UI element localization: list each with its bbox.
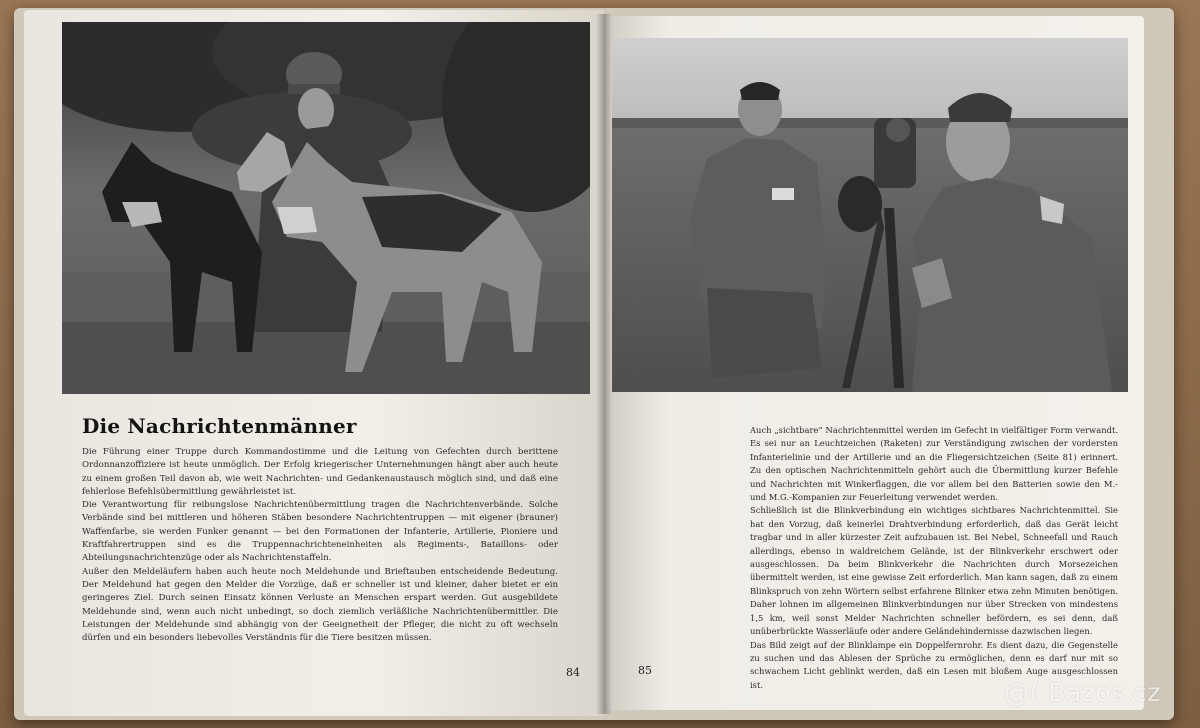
paragraph: Auch „sichtbare“ Nachrichtenmittel werden im Gefecht in vielfältiger Form verwandt. Es sei nur an Leuchtzeichen (Raketen) zur Verständigung zwischen der vordersten Infanterielinie und der Artillerie und an die Fliegersichtzeichen (Seite 81) erinnert. Zu den optischen Nachrichtenmitteln gehört auch die Übermittlung kurzer Befehle und Nachrichten mit Winkerflaggen, die vor allem bei den Batterien sowie den M.- und M.G.-Kompanien zur Feuerleitung verwendet werden.: [750, 425, 1118, 503]
paragraph: Schließlich ist die Blinkverbindung ein wichtiges sichtbares Nachrichtenmittel. Sie hat den Vorzug, daß keinerlei Drahtverbindung erforderlich, daß das Gerät leicht tragbar und in aller kürzester Zeit aufzubauen ist. Bei Nebel, Schneefall und Rauch allerdings, ebenso in waldreichem Gelände, ist der Blinkverkehr erschwert oder ausgeschlossen. Da beim Blinkverkehr die Nachrichten durch Morsezeichen übermittelt werden, ist eine gewisse Zeit erforderlich. Man kann sagen, daß zu einem Blinkspruch von zehn Wörtern selbst erfahrene Blinker etwa zehn Minuten benötigen. Daher lohnen im allgemeinen Blinkverbindungen nur über Strecken von mindestens 1,5 km, weil sonst Melder Nachrichten schneller befördern, es sei denn, daß unüberbrückte Wasserläufe oder andere Geländehindernisse dazwischen liegen.: [750, 505, 1118, 637]
page-heading: Die Nachrichtenmänner: [82, 414, 357, 438]
paragraph: Die Führung einer Truppe durch Kommandostimme und die Leitung von Gefechten durch berittene Ordonnanzoffiziere ist heute unmöglich. Der Erfolg kriegerischer Unternehmungen hängt aber auch heute zu einem großen Teil davon ab, wie weit Nachrichten- und Gedankenaustausch möglich sind, und daß eine fehlerlose Befehlsübermittlung gewährleistet ist.: [82, 447, 558, 497]
photo-soldier-with-dogs: [62, 22, 590, 394]
photo-soldiers-with-signal-lamp: [612, 38, 1128, 392]
paragraph: Das Bild zeigt auf der Blinklampe ein Doppelfernrohr. Es dient dazu, die Gegenstelle zu suchen und das Ablesen der Sprüche zu ermöglichen, denn es darf nur mit so schwachem Licht geblinkt werden, daß ein Lesen mit bloßem Auge ausgeschlossen ist.: [750, 639, 1118, 690]
watermark: @( Bazos.cz: [1004, 678, 1161, 707]
paragraph: Die Verantwortung für reibungslose Nachrichtenübermittlung tragen die Nachrichtenverbände. Solche Verbände sind bei mittleren und höheren Stäben besondere Nachrichtentruppen — mit eigener (brauner) Waffenfarbe, sie werden Funker genannt — bei den Formationen der Infanterie, Artillerie, Pioniere und Kraftfahrertruppen sind es die Truppennachrichteneinheiten als Regiments-, Bataillons- oder Abteilungsnachrichtenzüge oder als Nachrichtenstaffeln.: [82, 500, 558, 564]
right-page-body: [750, 424, 1118, 692]
book-gutter: [596, 14, 612, 714]
left-page-body: [82, 446, 558, 645]
page-number-left: 84: [566, 666, 580, 679]
page-number-right: 85: [638, 664, 652, 677]
paragraph: Außer den Meldeläufern haben auch heute noch Meldehunde und Brieftauben entscheidende Bedeutung. Der Meldehund hat gegen den Melder die Vorzüge, daß er schneller ist und kleiner, daher bietet er ein geringeres Ziel. Durch seinen Einsatz können Verluste an Menschen erspart werden. Gut ausgebildete Meldehunde sind, wenn auch nicht unbedingt, so doch ziemlich verläßliche Nachrichtenübermittler. Die Leistungen der Meldehunde sind abhängig von der Geeignetheit der Pfleger, die nicht zu oft wechseln dürfen und ein besonders liebevolles Verständnis für die Tiere besitzen müssen.: [82, 566, 558, 644]
